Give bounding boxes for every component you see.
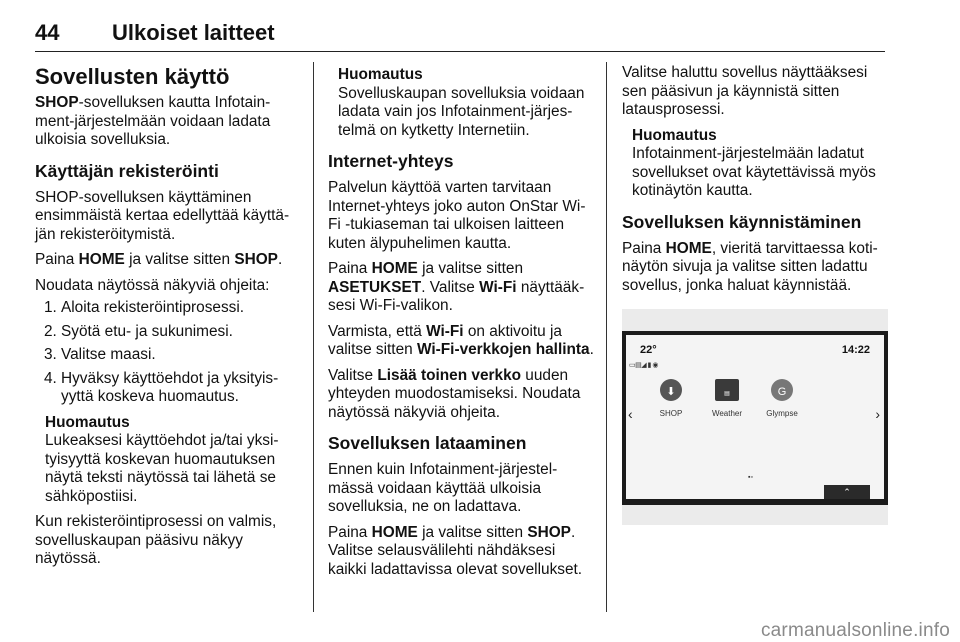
- subsection-heading-download: Sovelluksen lataaminen: [328, 433, 527, 453]
- paragraph: Varmista, että Wi-Fi on aktivoitu ja valitse sitten Wi-Fi-verkkojen hallinta.: [328, 322, 594, 358]
- chapter-title: Ulkoiset laitteet: [112, 20, 275, 45]
- home-screen: [626, 335, 884, 499]
- subsection-heading-registration: Käyttäjän rekisteröinti: [35, 160, 219, 181]
- paragraph: Kun rekisteröintiprosessi on valmis, sovelluskaupan pääsivu näkyy näytössä.: [35, 513, 277, 567]
- note-text: Lukeaksesi käyttöehdot ja/tai yksityisyyttä koskevan huomautuksen näytä teksti näytössä tai lähetä se sähköpostiisi.: [45, 432, 279, 505]
- list-item: 3. Valitse maasi.: [44, 346, 156, 363]
- infotainment-screenshot: [622, 309, 888, 525]
- steps-list: [35, 299, 297, 407]
- paragraph: Paina HOME ja valitse sitten SHOP. Valitse selausvälilehti nähdäksesi kaikki ladattavissa olevat sovellukset.: [328, 523, 583, 578]
- list-item: 4. Hyväksy käyttöehdot ja yksityisyyttä koskeva huomautus.: [44, 369, 279, 405]
- column-3: [622, 64, 888, 525]
- paragraph: SHOP-sovelluksen käyttäminen ensimmäistä kertaa edellyttää käyttäjän rekisteröitymistä.: [35, 188, 290, 243]
- app-glympse[interactable]: [757, 379, 807, 424]
- paragraph: Valitse haluttu sovellus näyttääksesi sen pääsivun ja käynnistä sitten latausprosessi.: [622, 64, 868, 118]
- note-text: Sovelluskaupan sovelluksia voidaan ladata vain jos Infotainment-järjestelmä on kytketty Internetiin.: [338, 84, 585, 139]
- paragraph: Paina HOME, vieritä tarvittaessa kotinäytön sivuja ja valitse sitten ladattu sovellus, jonka haluat käynnistää.: [622, 239, 878, 294]
- app-weather[interactable]: [702, 379, 752, 424]
- subsection-heading-launch: Sovelluksen käynnistäminen: [622, 211, 862, 232]
- note-title: Huomautus: [45, 413, 130, 431]
- paragraph: Paina HOME ja valitse sitten ASETUKSET. Valitse Wi-Fi näyttääksesi Wi-Fi-valikon.: [328, 260, 585, 314]
- chevron-right-icon[interactable]: ›: [875, 406, 880, 422]
- chevron-up-button[interactable]: ⌃: [824, 485, 870, 499]
- subsection-heading-internet: Internet-yhteys: [328, 151, 454, 171]
- column-divider-2: [606, 62, 607, 612]
- weather-tile-icon: ▤: [715, 379, 739, 401]
- paragraph: Paina HOME ja valitse sitten SHOP.: [35, 251, 283, 268]
- note-title: Huomautus: [632, 126, 717, 144]
- temperature-readout: 22°: [640, 344, 657, 356]
- list-item: 1. Aloita rekisteröintiprosessi.: [44, 299, 245, 316]
- note-title: Huomautus: [338, 66, 423, 83]
- paragraph: Palvelun käyttöä varten tarvitaan Internet-yhteys joko auton OnStar Wi-Fi -tukiaseman tai ulkoisen laitteen kuten älypuhelimen kautta.: [328, 179, 586, 252]
- glympse-icon: G: [771, 379, 793, 401]
- app-label: Weather: [711, 409, 743, 418]
- list-item: 2. Syötä etu- ja sukunimesi.: [44, 322, 233, 340]
- app-label: Glympse: [766, 409, 798, 418]
- note-box: [338, 66, 594, 140]
- page-indicator-icon: ▪▫: [748, 474, 753, 481]
- page-header: [35, 18, 885, 52]
- watermark: carmanualsonline.info: [760, 620, 950, 641]
- app-label: SHOP: [659, 409, 683, 418]
- paragraph: Noudata näytössä näkyviä ohjeita:: [35, 276, 270, 294]
- column-1: [35, 64, 297, 576]
- section-heading: Sovellusten käyttö: [35, 64, 230, 89]
- page-number: 44: [35, 20, 60, 45]
- app-shop[interactable]: [646, 379, 696, 424]
- status-icons: ▭▤◢ ▮ ◉: [629, 362, 658, 369]
- note-box: [632, 127, 888, 201]
- intro-text: -sovelluksen kautta Infotainment-järjestelmään voidaan ladata ulkoisia sovelluksia.: [35, 94, 271, 148]
- column-2: [328, 64, 594, 586]
- shop-download-icon: ⬇: [660, 379, 682, 401]
- intro-paragraph: [35, 94, 297, 150]
- clock-readout: 14:22: [841, 344, 870, 356]
- bold-term: SHOP: [35, 94, 79, 111]
- note-box: [45, 414, 297, 507]
- paragraph: Ennen kuin Infotainment-järjestelmässä voidaan käyttää ulkoisia sovelluksia, ne on ladattava.: [328, 461, 558, 515]
- paragraph: Valitse Lisää toinen verkko uuden yhteyden muodostamiseksi. Noudata näytössä näkyviä ohjeita.: [328, 366, 581, 421]
- display-bezel: [622, 331, 888, 505]
- note-text: Infotainment-järjestelmään ladatut sovellukset ovat käytettävissä myös kotinäytön kautta.: [632, 145, 876, 199]
- chevron-left-icon[interactable]: ‹: [628, 406, 633, 422]
- column-divider-1: [313, 62, 314, 612]
